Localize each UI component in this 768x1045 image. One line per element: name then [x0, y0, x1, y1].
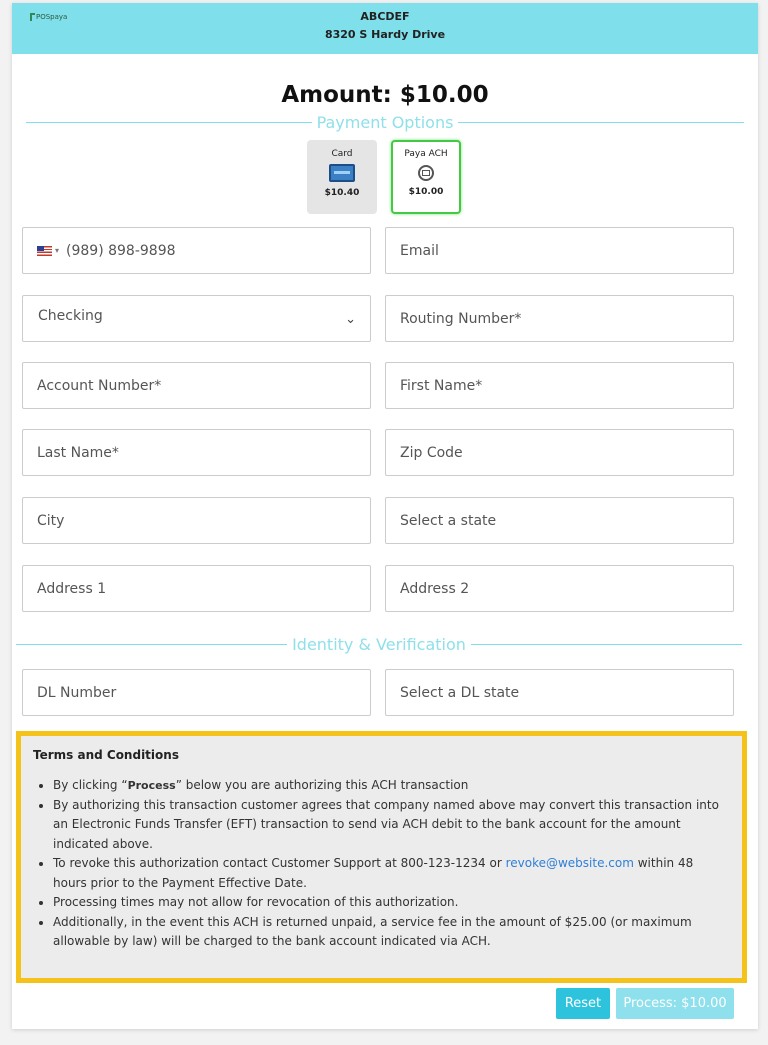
terms-item: • To revoke this authorization contact Customer Support at 800-123-1234 or revoke@website.com within 48 hours prior to the Payment Effective Date. — [53, 854, 728, 893]
phone-value: (989) 898-9898 — [66, 242, 176, 259]
dl-state-placeholder: Select a DL state — [400, 684, 520, 701]
address2-placeholder: Address 2 — [400, 580, 470, 597]
reset-button[interactable]: Reset — [556, 988, 610, 1019]
credit-card-icon — [329, 164, 355, 182]
account-type-select[interactable] — [22, 295, 371, 342]
country-dropdown-caret-icon[interactable]: ▾ — [55, 246, 60, 255]
payment-option-card-label: Card — [331, 149, 353, 159]
state-placeholder: Select a state — [400, 512, 497, 529]
routing-number-field[interactable] — [385, 295, 734, 342]
city-placeholder: City — [37, 512, 65, 529]
payment-option-ach-price: $10.00 — [408, 187, 444, 197]
process-button[interactable]: Process: $10.00 — [616, 988, 734, 1019]
last-name-field[interactable] — [22, 429, 371, 476]
amount-label: Amount: $10.00 — [281, 82, 489, 108]
terms-item: • By clicking “Process” below you are authorizing this ACH transaction — [53, 776, 728, 796]
email-field[interactable] — [385, 227, 734, 274]
zip-code-placeholder: Zip Code — [400, 444, 463, 461]
payment-form-card — [12, 3, 758, 1029]
email-placeholder: Email — [400, 242, 439, 259]
account-type-value: Checking — [38, 307, 103, 324]
terms-item: • Processing times may not allow for revocation of this authorization. — [53, 893, 728, 913]
logo-text: POSpaya — [36, 13, 68, 21]
terms-title: Terms and Conditions — [33, 748, 179, 762]
revoke-email-link[interactable]: revoke@website.com — [505, 856, 634, 870]
payment-option-ach[interactable] — [391, 140, 461, 214]
routing-number-placeholder: Routing Number* — [400, 310, 522, 327]
first-name-placeholder: First Name* — [400, 377, 483, 394]
address1-field[interactable] — [22, 565, 371, 612]
merchant-name: ABCDEF — [360, 10, 410, 23]
dl-number-placeholder: DL Number — [37, 684, 117, 701]
phone-field[interactable] — [22, 227, 371, 274]
ach-transfer-icon — [413, 162, 439, 184]
merchant-header — [12, 3, 758, 54]
payment-options-heading: Payment Options — [316, 112, 454, 132]
payment-option-card-price: $10.40 — [324, 188, 360, 198]
dl-state-select[interactable] — [385, 669, 734, 716]
account-number-placeholder: Account Number* — [37, 377, 162, 394]
last-name-placeholder: Last Name* — [37, 444, 119, 461]
terms-item: • Additionally, in the event this ACH is returned unpaid, a service fee in the amount of $25.00 (or maximum allowable by law) will be charged to the bank account indicated via ACH. — [53, 913, 728, 952]
first-name-field[interactable] — [385, 362, 734, 409]
zip-code-field[interactable] — [385, 429, 734, 476]
terms-and-conditions — [16, 731, 747, 983]
terms-item: • By authorizing this transaction customer agrees that company named above may convert this transaction into an Electronic Funds Transfer (EFT) transaction to send via ACH debit to the bank account for the amount indicated above. — [53, 796, 728, 855]
payment-options-divider — [26, 113, 744, 131]
city-field[interactable] — [22, 497, 371, 544]
merchant-address: 8320 S Hardy Drive — [324, 28, 446, 41]
chevron-down-icon: ⌄ — [345, 312, 356, 327]
payment-option-ach-label: Paya ACH — [404, 149, 448, 159]
identity-divider — [16, 635, 742, 653]
us-flag-icon[interactable] — [37, 246, 52, 256]
address2-field[interactable] — [385, 565, 734, 612]
state-select[interactable] — [385, 497, 734, 544]
payment-option-card[interactable] — [307, 140, 377, 214]
dl-number-field[interactable] — [22, 669, 371, 716]
identity-heading: Identity & Verification — [292, 634, 466, 654]
terms-process-keyword: Process — [127, 779, 176, 792]
terms-list — [33, 776, 728, 952]
address1-placeholder: Address 1 — [37, 580, 107, 597]
account-number-field[interactable] — [22, 362, 371, 409]
